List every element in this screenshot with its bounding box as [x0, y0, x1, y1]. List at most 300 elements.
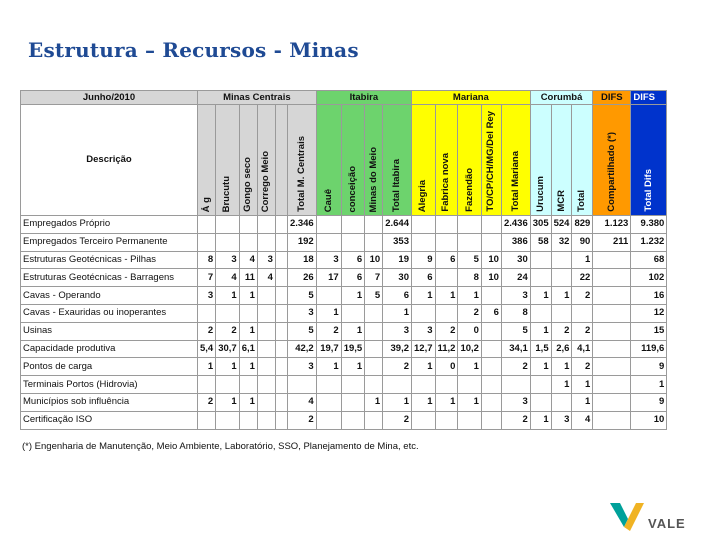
table-cell — [275, 233, 287, 251]
table-cell — [530, 376, 551, 394]
table-row — [21, 393, 667, 411]
table-cell: 1 — [572, 376, 593, 394]
column-header — [412, 105, 436, 216]
table-cell: 1 — [551, 358, 572, 376]
column-header — [257, 105, 275, 216]
logo-text: VALE — [648, 516, 686, 531]
table-cell: 1 — [383, 393, 412, 411]
table-cell: 2 — [316, 322, 341, 340]
table-cell — [257, 233, 275, 251]
table-cell — [365, 216, 383, 234]
table-cell: 2 — [383, 411, 412, 429]
table-cell — [593, 269, 631, 287]
table-cell — [593, 304, 631, 322]
table-cell: 2.346 — [287, 216, 316, 234]
column-header — [481, 105, 501, 216]
column-header-label: Á g — [200, 196, 212, 212]
row-label: Capacidade produtiva — [21, 340, 198, 358]
table-cell: 2,6 — [551, 340, 572, 358]
table-cell — [365, 411, 383, 429]
table-cell: 1 — [530, 322, 551, 340]
table-cell: 1 — [412, 287, 436, 305]
column-header-label: conceição — [346, 165, 358, 212]
table-cell — [257, 411, 275, 429]
table-cell: 6 — [412, 269, 436, 287]
table-cell: 1 — [216, 358, 240, 376]
table-cell: 10 — [365, 251, 383, 269]
table-cell: 1 — [458, 358, 482, 376]
column-header-label: Total Difs — [642, 169, 654, 212]
column-header — [239, 105, 257, 216]
table-cell: 1 — [412, 358, 436, 376]
table-cell — [458, 233, 482, 251]
table-cell — [435, 376, 458, 394]
table-cell — [501, 376, 530, 394]
table-cell — [275, 376, 287, 394]
table-cell: 3 — [383, 322, 412, 340]
period-header: Junho/2010 — [21, 91, 198, 105]
table-cell — [481, 322, 501, 340]
column-header-label: Urucum — [534, 176, 546, 212]
table-cell: 1 — [458, 393, 482, 411]
table-cell: 5 — [287, 322, 316, 340]
table-cell — [593, 411, 631, 429]
description-header: Descrição — [21, 105, 198, 216]
table-cell — [341, 233, 365, 251]
table-cell — [239, 216, 257, 234]
table-cell: 19,7 — [316, 340, 341, 358]
table-cell: 119,6 — [631, 340, 667, 358]
table-cell: 5,4 — [198, 340, 216, 358]
table-cell — [435, 411, 458, 429]
table-cell: 58 — [530, 233, 551, 251]
table-cell — [316, 376, 341, 394]
table-cell: 4 — [572, 411, 593, 429]
table-cell: 19,5 — [341, 340, 365, 358]
table-cell — [275, 304, 287, 322]
table-cell — [257, 216, 275, 234]
table-cell: 6,1 — [239, 340, 257, 358]
table-cell — [551, 269, 572, 287]
column-header — [631, 105, 667, 216]
table-row — [21, 340, 667, 358]
table-cell — [481, 340, 501, 358]
table-cell: 211 — [593, 233, 631, 251]
table-cell — [435, 216, 458, 234]
table-row — [21, 251, 667, 269]
table-cell: 102 — [631, 269, 667, 287]
row-label: Estruturas Geotécnicas - Pilhas — [21, 251, 198, 269]
table-cell — [239, 233, 257, 251]
table-cell: 24 — [501, 269, 530, 287]
column-header-label: MCR — [555, 190, 567, 212]
table-row — [21, 304, 667, 322]
column-header — [435, 105, 458, 216]
table-cell: 1 — [239, 287, 257, 305]
column-header-label: TO/CP/CH/MG/Del Rey — [485, 111, 497, 212]
table-cell: 305 — [530, 216, 551, 234]
table-cell: 2 — [572, 358, 593, 376]
table-cell: 2 — [198, 393, 216, 411]
table-cell — [275, 269, 287, 287]
footnote: (*) Engenharia de Manutenção, Meio Ambiente, Laboratório, SSO, Planejamento de Mina, etc. — [22, 441, 419, 452]
table-cell: 3 — [216, 251, 240, 269]
table-cell: 19 — [383, 251, 412, 269]
table-cell — [435, 233, 458, 251]
table-cell: 8 — [501, 304, 530, 322]
table-cell: 2 — [501, 411, 530, 429]
table-cell: 5 — [501, 322, 530, 340]
table-cell: 39,2 — [383, 340, 412, 358]
table-cell: 1 — [631, 376, 667, 394]
table-cell: 10 — [481, 269, 501, 287]
table-row — [21, 269, 667, 287]
table-cell: 1 — [458, 287, 482, 305]
table-cell: 3 — [198, 287, 216, 305]
group-header: Corumbá — [530, 91, 593, 105]
table-cell — [551, 304, 572, 322]
table-cell: 6 — [383, 287, 412, 305]
table-cell: 1 — [239, 393, 257, 411]
table-cell: 1 — [216, 393, 240, 411]
table-cell — [412, 304, 436, 322]
table-cell — [365, 322, 383, 340]
table-cell — [257, 393, 275, 411]
table-cell — [481, 287, 501, 305]
table-cell: 9 — [412, 251, 436, 269]
row-label: Certificação ISO — [21, 411, 198, 429]
table-cell: 8 — [198, 251, 216, 269]
table-cell: 524 — [551, 216, 572, 234]
table-cell — [458, 411, 482, 429]
group-header: Itabira — [316, 91, 411, 105]
table-cell: 1.232 — [631, 233, 667, 251]
table-cell: 4 — [239, 251, 257, 269]
column-header — [593, 105, 631, 216]
table-cell — [257, 376, 275, 394]
table-cell: 3 — [551, 411, 572, 429]
table-cell — [239, 411, 257, 429]
table-cell: 32 — [551, 233, 572, 251]
table-cell: 5 — [365, 287, 383, 305]
table-cell: 12,7 — [412, 340, 436, 358]
table-cell: 1 — [341, 287, 365, 305]
page-title: Estrutura – Recursos - Minas — [28, 38, 359, 62]
table-cell: 3 — [257, 251, 275, 269]
table-cell — [365, 358, 383, 376]
table-cell — [287, 376, 316, 394]
table-cell: 3 — [287, 304, 316, 322]
table-cell: 1 — [412, 393, 436, 411]
table-cell — [412, 376, 436, 394]
group-header: Minas Centrais — [198, 91, 317, 105]
logo-mark-green — [610, 503, 628, 527]
column-header-label: Minas do Meio — [367, 146, 379, 212]
column-header-label: Total Mariana — [509, 151, 521, 212]
table-cell — [593, 251, 631, 269]
column-header — [458, 105, 482, 216]
table-row — [21, 216, 667, 234]
table-cell: 1 — [551, 376, 572, 394]
table-cell: 2 — [216, 322, 240, 340]
table-cell: 3 — [316, 251, 341, 269]
table-cell: 10,2 — [458, 340, 482, 358]
table-cell — [341, 376, 365, 394]
table-cell: 11 — [239, 269, 257, 287]
table-cell: 1 — [341, 358, 365, 376]
table-row — [21, 233, 667, 251]
table-cell — [341, 411, 365, 429]
group-header: Mariana — [412, 91, 531, 105]
row-label: Empregados Próprio — [21, 216, 198, 234]
row-label: Usinas — [21, 322, 198, 340]
table-cell — [481, 233, 501, 251]
table-cell: 30,7 — [216, 340, 240, 358]
column-header-label: Cauê — [322, 188, 334, 212]
table-cell: 2 — [572, 287, 593, 305]
column-header-label: Gongo seco — [242, 157, 254, 212]
table-cell — [530, 304, 551, 322]
column-header-label: Corrego Meio — [260, 150, 272, 212]
table-cell: 1.123 — [593, 216, 631, 234]
table-cell: 353 — [383, 233, 412, 251]
table-cell: 90 — [572, 233, 593, 251]
table-cell: 2.436 — [501, 216, 530, 234]
table-cell: 22 — [572, 269, 593, 287]
table-cell: 2 — [198, 322, 216, 340]
column-header-label: Compartilhado (*) — [605, 132, 617, 212]
column-header-label: Brucutu — [221, 175, 233, 212]
table-cell: 10 — [631, 411, 667, 429]
table-cell: 1 — [383, 304, 412, 322]
table-cell — [593, 358, 631, 376]
table-cell — [435, 269, 458, 287]
table-cell — [275, 287, 287, 305]
table-cell — [412, 216, 436, 234]
table-cell: 11,2 — [435, 340, 458, 358]
table-cell — [198, 304, 216, 322]
table-cell: 6 — [341, 269, 365, 287]
resources-table — [20, 90, 667, 430]
column-header — [316, 105, 341, 216]
group-header: DIFS — [631, 91, 667, 105]
table-cell: 1 — [572, 393, 593, 411]
table-cell: 26 — [287, 269, 316, 287]
table-cell — [316, 233, 341, 251]
column-header-label: Total — [576, 190, 588, 212]
table-row — [21, 376, 667, 394]
column-header — [275, 105, 287, 216]
table-cell: 1 — [551, 287, 572, 305]
table-cell: 6 — [341, 251, 365, 269]
row-label: Cavas - Operando — [21, 287, 198, 305]
table-cell: 4 — [287, 393, 316, 411]
table-cell: 68 — [631, 251, 667, 269]
column-header — [383, 105, 412, 216]
table-cell — [412, 411, 436, 429]
table-cell — [481, 393, 501, 411]
table-cell — [275, 216, 287, 234]
column-header — [365, 105, 383, 216]
table-cell — [365, 233, 383, 251]
table-cell: 1 — [341, 322, 365, 340]
table-cell — [257, 287, 275, 305]
table-cell: 829 — [572, 216, 593, 234]
table-cell — [365, 340, 383, 358]
table-cell: 1 — [530, 287, 551, 305]
table-cell: 2 — [383, 358, 412, 376]
table-cell: 5 — [287, 287, 316, 305]
table-row — [21, 287, 667, 305]
table-cell: 1 — [316, 358, 341, 376]
table-cell: 1 — [365, 393, 383, 411]
table-cell: 4 — [216, 269, 240, 287]
table-cell — [216, 376, 240, 394]
table-cell: 9 — [631, 358, 667, 376]
table-cell: 2 — [458, 304, 482, 322]
table-cell — [316, 393, 341, 411]
table-cell — [275, 393, 287, 411]
table-cell — [481, 358, 501, 376]
column-header — [341, 105, 365, 216]
table-cell: 1 — [572, 251, 593, 269]
table-cell: 3 — [501, 287, 530, 305]
table-cell: 2 — [501, 358, 530, 376]
table-cell: 0 — [458, 322, 482, 340]
table-cell: 1 — [216, 287, 240, 305]
table-cell — [572, 304, 593, 322]
table-cell: 0 — [435, 358, 458, 376]
column-header-label: Fabrica nova — [440, 153, 452, 212]
column-header-label: Total M. Centrais — [295, 136, 307, 212]
table-cell — [412, 233, 436, 251]
table-cell — [216, 304, 240, 322]
table-cell — [481, 216, 501, 234]
table-cell: 12 — [631, 304, 667, 322]
table-row — [21, 411, 667, 429]
table-cell: 15 — [631, 322, 667, 340]
table-cell: 9.380 — [631, 216, 667, 234]
table-cell: 7 — [198, 269, 216, 287]
table-cell: 6 — [481, 304, 501, 322]
table-cell: 8 — [458, 269, 482, 287]
table-cell: 192 — [287, 233, 316, 251]
table-row — [21, 358, 667, 376]
table-cell: 4,1 — [572, 340, 593, 358]
table-cell — [239, 376, 257, 394]
column-header — [501, 105, 530, 216]
group-header: DIFS — [593, 91, 631, 105]
table-cell: 1 — [316, 304, 341, 322]
table-cell — [216, 411, 240, 429]
table-cell: 6 — [435, 251, 458, 269]
table-cell — [530, 269, 551, 287]
table-cell: 3 — [501, 393, 530, 411]
table-cell: 1 — [198, 358, 216, 376]
table-cell — [365, 376, 383, 394]
table-cell: 2 — [287, 411, 316, 429]
table-cell: 5 — [458, 251, 482, 269]
table-cell — [481, 411, 501, 429]
table-cell: 34,1 — [501, 340, 530, 358]
table-cell — [257, 304, 275, 322]
table-cell: 7 — [365, 269, 383, 287]
table-cell: 1 — [530, 411, 551, 429]
column-header — [530, 105, 551, 216]
table-cell — [341, 216, 365, 234]
table-cell: 1 — [239, 322, 257, 340]
column-header — [572, 105, 593, 216]
table-cell — [257, 340, 275, 358]
column-header-label: Fazendão — [463, 168, 475, 212]
table-cell: 2 — [572, 322, 593, 340]
table-cell — [275, 411, 287, 429]
row-label: Terminais Portos (Hidrovia) — [21, 376, 198, 394]
table-cell: 42,2 — [287, 340, 316, 358]
table-cell — [593, 393, 631, 411]
column-header — [287, 105, 316, 216]
table-cell: 30 — [501, 251, 530, 269]
table-cell — [458, 216, 482, 234]
row-label: Municípios sob influência — [21, 393, 198, 411]
row-label: Empregados Terceiro Permanente — [21, 233, 198, 251]
table-row — [21, 322, 667, 340]
table-cell: 386 — [501, 233, 530, 251]
table-cell: 2 — [435, 322, 458, 340]
table-cell — [198, 233, 216, 251]
table-cell — [458, 376, 482, 394]
table-cell — [216, 233, 240, 251]
table-cell — [198, 216, 216, 234]
table-cell — [530, 393, 551, 411]
vale-logo — [608, 497, 688, 535]
table-cell — [530, 251, 551, 269]
table-cell: 16 — [631, 287, 667, 305]
table-cell: 3 — [287, 358, 316, 376]
table-cell — [481, 376, 501, 394]
table-cell — [341, 304, 365, 322]
table-cell — [365, 304, 383, 322]
table-cell — [257, 322, 275, 340]
table-cell — [551, 393, 572, 411]
table-cell: 1 — [435, 287, 458, 305]
table-cell — [257, 358, 275, 376]
row-label: Cavas - Exauridas ou inoperantes — [21, 304, 198, 322]
table-cell — [593, 287, 631, 305]
table-cell — [593, 376, 631, 394]
column-header — [216, 105, 240, 216]
group-header-row — [21, 91, 667, 105]
row-label: Estruturas Geotécnicas - Barragens — [21, 269, 198, 287]
row-label: Pontos de carga — [21, 358, 198, 376]
table-cell — [551, 251, 572, 269]
table-cell — [198, 376, 216, 394]
column-header-row — [21, 105, 667, 216]
table-cell — [275, 340, 287, 358]
table-cell: 1 — [239, 358, 257, 376]
table-cell — [275, 358, 287, 376]
table-cell — [198, 411, 216, 429]
table-cell — [593, 340, 631, 358]
column-header — [551, 105, 572, 216]
table-cell — [435, 304, 458, 322]
table-cell — [593, 322, 631, 340]
table-cell: 1,5 — [530, 340, 551, 358]
table-cell — [239, 304, 257, 322]
table-cell: 30 — [383, 269, 412, 287]
table-cell: 9 — [631, 393, 667, 411]
table-cell: 18 — [287, 251, 316, 269]
